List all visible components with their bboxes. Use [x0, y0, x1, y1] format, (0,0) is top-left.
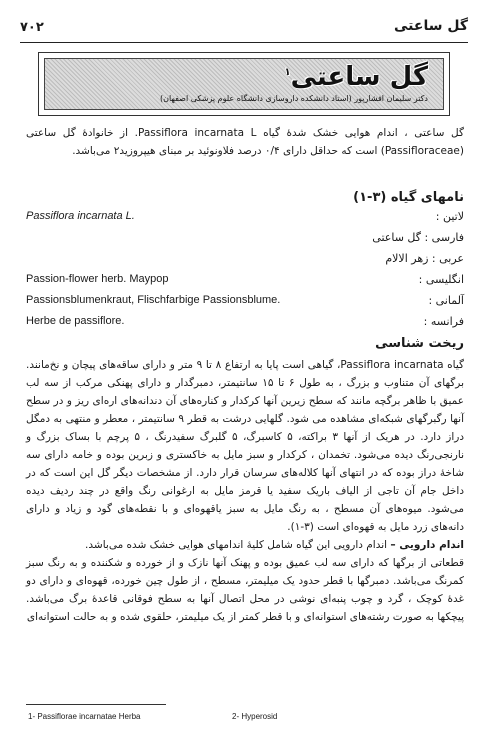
name-label: فارسی : گل ساعتی [372, 231, 464, 244]
name-value: Herbe de passiflore. [26, 315, 125, 327]
name-row [26, 315, 464, 335]
name-label: عربی : زهر الالام [385, 252, 464, 265]
page-number: ۷۰۲ [20, 20, 44, 35]
author-line: دکتر سلیمان افشارپور (استاد دانشکده داروسازی دانشگاه علوم پزشکی اصفهان) [159, 94, 428, 103]
drug-part-label: اندام دارویی – [390, 539, 464, 551]
drug-part-text: اندام دارویی این گیاه شامل کلیهٔ اندامهای هوایی خشک شده می‌باشد. [85, 539, 388, 551]
chapter-title [283, 62, 429, 92]
footnote-2: 2- Hyperosid [232, 712, 278, 721]
morphology-paragraph [26, 356, 464, 626]
header-divider [20, 42, 468, 43]
footnote-divider [26, 704, 166, 705]
name-row [26, 210, 464, 230]
name-value: Passiflora incarnata L. [26, 210, 135, 222]
chapter-title-text: گل ساعتی [290, 62, 428, 92]
name-row [26, 252, 464, 272]
morphology-heading: ریخت شناسی [375, 336, 464, 351]
name-value: Passionsblumenkraut, Flischfarbige Passionsblume. [26, 294, 281, 306]
name-label: انگلیسی : [418, 273, 464, 286]
footnote-1: 1- Passiflorae incarnatae Herba [28, 712, 141, 721]
name-row [26, 273, 464, 293]
title-footnote-mark: ۱ [284, 67, 291, 79]
running-title: گل ساعتی [394, 18, 468, 34]
drug-part-description: قطعاتی از برگها که دارای سه لب عمیق بوده و پهنک آنها نازک و از خورده و شکننده و به رنگ سبز کمرنگ می‌باشد. دمبرگها با قطر حدود یک میلیمتر، مسطح ، از طول چین خورده، قهوه‌ای و دارای دو غدهٔ کوچک ، گرد و چوب پنبه‌ای نوشی در محل اتصال آنها به سطح فوقانی قاعدهٔ برگ می‌باشد. پیچکها به صورت رشته‌های استوانه‌ای و با قطر کمتر از یک میلیمتر، حلقوی شده و به حالت استوانه‌ای [26, 557, 464, 623]
name-value: Passion-flower herb. Maypop [26, 273, 169, 285]
name-label: آلمانی : [428, 294, 464, 307]
names-heading: نامهای گیاه (۳-۱) [353, 190, 464, 205]
name-row [26, 231, 464, 251]
intro-paragraph: گل ساعتی ، اندام هوایی خشک شدهٔ گیاه Passiflora incarnata L. از خانوادهٔ گل ساعتی (Passifloraceae) است که حداقل دارای ۰/۴ درصد فلاونوئید بر مبنای هیپروزید۲ می‌باشد. [26, 127, 464, 157]
morphology-text: گیاه Passiflora incarnata، گیاهی است پایا به ارتفاع ۸ تا ۹ متر و دارای ساقه‌های پیچان و نخ‌مانند. برگهای آن متناوب و بزرگ ، به طول ۶ تا ۱۵ سانتیمتر، دمبرگدار و دارای پهنکی مرکب از سه لب عمیق با ظاهر برگچه مانند که سطح زیرین آنها کرکدار و کناره‌های آن دندانه‌های اره‌ای ریز و در سطح آنها رگبرگهای شبکه‌ای مشاهده می شود. گلهایی درشت به قطر ۹ سانتیمتر ، معطر و منتهی به دمگل دراز دارد. در هریک از آنها ۳ براکته، ۵ کاسبرگ، ۵ گلبرگ سفیدرنگ ، ۵ پرچم با بساک بزرگ و نارنجی‌رنگ دیده می‌شود. تخمدان ، کرکدار و سبز مایل به خاکستری و زبرین بوده و خامه دارای سه شاخهٔ دراز بوده که در انتهای آنها کلاله‌های سرسان قرار دارد. از مشخصات دیگر گل این است که در داخل جام آن تاجی از الیاف باریک سفید یا قرمز مایل به ارغوانی رنگ واقع در چند ردیف دیده می‌شود. میوه‌های آن مسطح ، به رنگ مایل به سبز یاقهوه‌ای و با نقطه‌های گود و زیاد و دارای دانه‌های زرد مایل به قهوه‌ای است (۳-۱). [26, 359, 465, 533]
name-label: لاتین : [435, 210, 464, 223]
name-row [26, 294, 464, 314]
name-label: فرانسه : [423, 315, 464, 328]
page-header [20, 18, 468, 40]
